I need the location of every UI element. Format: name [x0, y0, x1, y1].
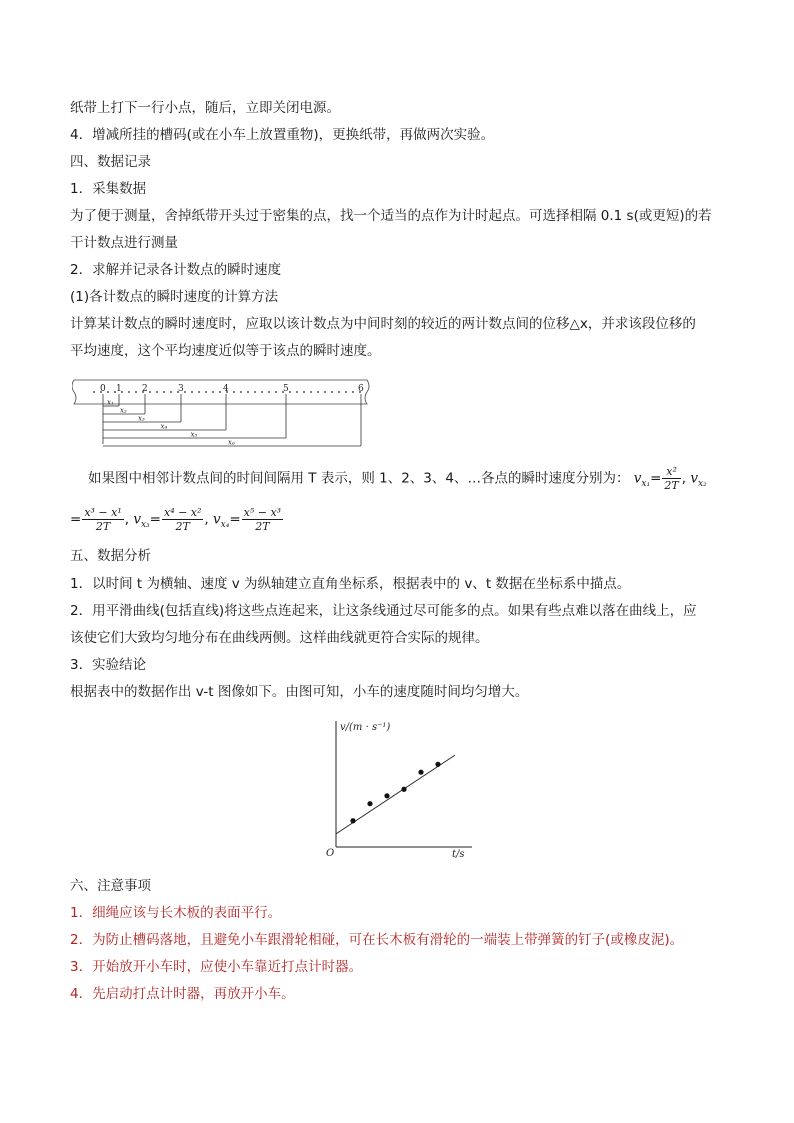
subsection-heading: 2．求解并记录各计数点的瞬时速度 — [70, 262, 282, 278]
tape-dot — [184, 391, 186, 393]
note-item: 4．先启动打点计时器，再放开小车。 — [70, 986, 295, 1002]
tape-point-label: 6 — [358, 384, 364, 394]
tape-dot — [352, 391, 354, 393]
tape-dot — [198, 391, 200, 393]
note-item: 1．细绳应该与长木板的表面平行。 — [70, 905, 282, 921]
tape-dot — [93, 391, 95, 393]
text-line: 1．以时间 t 为横轴、速度 v 为纵轴建立直角坐标系，根据表中的 v、t 数据在坐标系中描点。 — [70, 576, 631, 592]
tape-point-label: 3 — [178, 384, 184, 394]
tape-dot — [135, 391, 137, 393]
text-line: 纸带上打下一行小点，随后，立即关闭电源。 — [70, 100, 340, 116]
tape-dot — [128, 391, 130, 393]
tape-point-label: 2 — [142, 384, 148, 394]
tape-point-label: 5 — [283, 384, 289, 394]
subsection-heading: 1．采集数据 — [70, 181, 147, 197]
section-heading: 六、注意事项 — [70, 878, 151, 894]
x-axis-label: t/s — [452, 849, 465, 860]
displacement-label: x₄ — [160, 422, 168, 431]
tape-dot — [303, 391, 305, 393]
displacement-label: x₃ — [138, 414, 145, 423]
tape-dot — [205, 391, 207, 393]
formula-intro: 如果图中相邻计数点间的时间间隔用 T 表示，则 1、2、3、4、…各点的瞬时速度分别为： $v_{x_1}=$ $\frac{\text{x²}}{2T}$ , $v_{x_2}$ — [88, 465, 707, 492]
displacement-label: x₁ — [107, 398, 114, 407]
text-line: 根据表中的数据作出 v-t 图像如下。由图可知，小车的速度随时间均匀增大。 — [70, 684, 529, 700]
text-line: 平均速度，这个平均速度近似等于该点的瞬时速度。 — [70, 343, 381, 359]
data-point — [435, 762, 440, 767]
tape-dot — [275, 391, 277, 393]
section-heading: 四、数据记录 — [70, 154, 151, 170]
text-line: 为了便于测量，舍掉纸带开头过于密集的点，找一个适当的点作为计时起点。可选择相隔 0.1 s(或更短)的若 — [70, 208, 712, 224]
note-item: 3．开始放开小车时，应使小车靠近打点计时器。 — [70, 959, 363, 975]
data-point — [401, 787, 406, 792]
text-line: 干计数点进行测量 — [70, 235, 178, 251]
tape-point-label: 4 — [223, 384, 229, 394]
tape-point-label: 1 — [116, 384, 122, 394]
tape-dot — [191, 391, 193, 393]
formula-line: = $\frac{\text{x³ − x¹}}{2T}$ , $v_{x_3}=$ $\frac{\text{x⁴ − x²}}{2T}$ , $v_{x_4}=$ $\frac{\text{x⁵ − x³}}{2T}$ — [70, 506, 282, 533]
tape-dot — [317, 391, 319, 393]
tape-dot — [338, 391, 340, 393]
displacement-label: x₆ — [228, 438, 235, 447]
tape-dot — [107, 391, 109, 393]
tape-dot — [289, 391, 291, 393]
tape-dot — [268, 391, 270, 393]
tape-dot — [170, 391, 172, 393]
data-point — [367, 801, 372, 806]
data-point — [384, 793, 389, 798]
tape-dot — [156, 391, 158, 393]
tape-diagram — [72, 372, 372, 447]
origin-label: O — [326, 848, 335, 859]
tape-dot — [261, 391, 263, 393]
text-line: 4．增减所挂的槽码(或在小车上放置重物)，更换纸带，再做两次实验。 — [70, 127, 495, 143]
displacement-label: x₅ — [190, 430, 198, 439]
tape-point-label: 0 — [100, 384, 106, 394]
tape-dot — [212, 391, 214, 393]
tape-dot — [296, 391, 298, 393]
section-heading: 五、数据分析 — [70, 548, 151, 564]
subsection-heading: (1)各计数点的瞬时速度的计算方法 — [70, 289, 279, 305]
subsection-heading: 3．实验结论 — [70, 657, 147, 673]
tape-dot — [240, 391, 242, 393]
tape-dot — [331, 391, 333, 393]
tape-dot — [310, 391, 312, 393]
text-line: 计算某计数点的瞬时速度时，应取以该计数点为中间时刻的较近的两计数点间的位移△x，并求该段位移的 — [70, 316, 696, 332]
data-point — [418, 770, 423, 775]
tape-dot — [149, 391, 151, 393]
tape-dot — [345, 391, 347, 393]
text-line: 该使它们大致均匀地分布在曲线两侧。这样曲线就更符合实际的规律。 — [70, 630, 489, 646]
text-line: 2．用平滑曲线(包括直线)将这些点连起来，让这条线通过尽可能多的点。如果有些点难以落在曲线上，应 — [70, 603, 697, 619]
y-axis-label: v/(m · s⁻¹) — [340, 722, 391, 733]
vt-chart — [322, 715, 482, 863]
note-item: 2．为防止槽码落地，且避免小车跟滑轮相碰，可在长木板有滑轮的一端装上带弹簧的钉子(或橡皮泥)。 — [70, 932, 684, 948]
tape-dot — [324, 391, 326, 393]
formula-text: 如果图中相邻计数点间的时间间隔用 T 表示，则 1、2、3、4、…各点的瞬时速度分别为： — [88, 470, 630, 487]
tape-dot — [254, 391, 256, 393]
tape-dot — [233, 391, 235, 393]
data-point — [350, 818, 355, 823]
tape-dot — [247, 391, 249, 393]
tape-dot — [219, 391, 221, 393]
displacement-label: x₂ — [120, 406, 127, 415]
tape-dot — [163, 391, 165, 393]
